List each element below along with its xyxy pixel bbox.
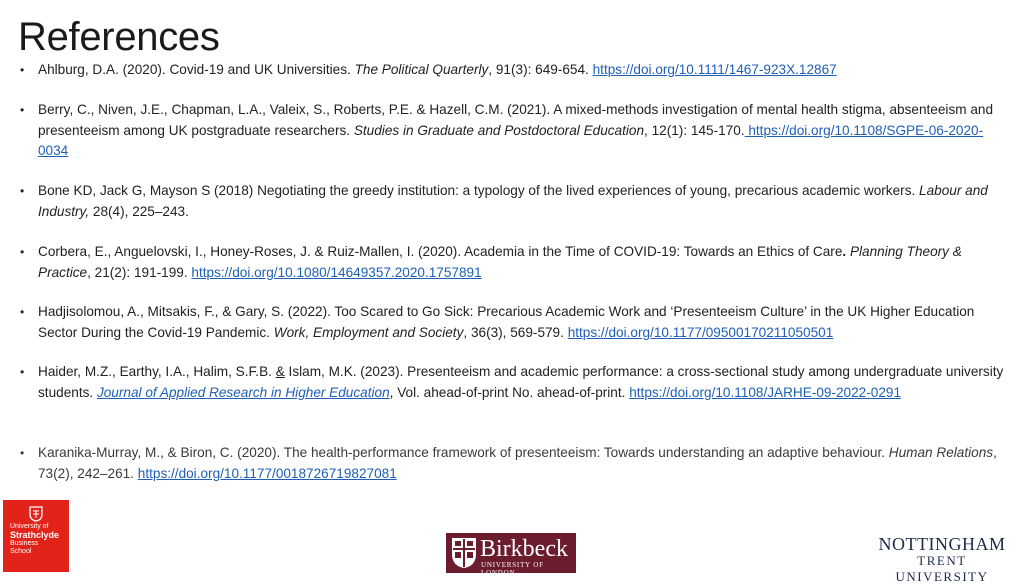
journal-title: Studies in Graduate and Postdoctoral Education [353, 122, 645, 138]
crest-icon [28, 506, 44, 522]
journal-link[interactable]: Journal of Applied Research in Higher Education [96, 384, 390, 400]
ntu-logo: NOTTINGHAM TRENT UNIVERSITY [878, 534, 1006, 584]
shield-icon [451, 537, 477, 569]
bullet-icon: • [20, 305, 25, 319]
reference-item: • Karanika-Murray, M., & Biron, C. (2020). The health-performance framework of presenteeism: Towards understanding an adaptive behaviour. Human Relations, 73(2), 242–261. https://doi.org/10.1177/0018726719827081 [20, 445, 997, 481]
reference-item: • Haider, M.Z., Earthy, I.A., Halim, S.F.B. & Islam, M.K. (2023). Presenteeism and academic performance: a cross-sectional study among undergraduate university students. Journal of Applied Research in Higher Education, Vol. ahead-of-print No. ahead-of-print. https://doi.org/10.1108/JARHE-09-2022-0291 [20, 364, 1004, 400]
reference-item: • Bone KD, Jack G, Mayson S (2018) Negotiating the greedy institution: a typology of the lived experiences of young, precarious academic workers. Labour and Industry, 28(4), 225–243. [20, 183, 988, 219]
doi-link[interactable]: https://doi.org/10.1108/SGPE-06-2020-0034 [38, 122, 984, 158]
strathclyde-logo: University of Strathclyde Business School [3, 500, 69, 572]
reference-item: • Berry, C., Niven, J.E., Chapman, L.A., Valeix, S., Roberts, P.E. & Hazell, C.M. (2021). A mixed-methods investigation of mental health stigma, absenteeism and presenteeism among UK postgraduate researchers. Studies in Graduate and Postdoctoral Education, 12(1): 145-170. https://doi.org/10.1108/SGPE-06-2020-0034 [20, 102, 994, 158]
doi-link[interactable]: https://doi.org/10.1080/14649357.2020.1757891 [191, 264, 482, 280]
bullet-icon: • [20, 103, 25, 117]
bullet-icon: • [20, 63, 25, 77]
bullet-icon: • [20, 365, 25, 379]
reference-item: • Corbera, E., Anguelovski, I., Honey-Roses, J. & Ruiz-Mallen, I. (2020). Academia in the Time of COVID-19: Towards an Ethics of Care. Planning Theory & Practice, 21(2): 191-199. https://doi.org/10.1080/14649357.2020.1757891 [20, 244, 962, 280]
journal-title: Human Relations [888, 445, 994, 460]
page-title: References [18, 15, 220, 59]
bullet-icon: • [20, 245, 25, 259]
reference-item: • Hadjisolomou, A., Mitsakis, F., & Gary, S. (2022). Too Scared to Go Sick: Precarious Academic Work and ‘Presenteeism Culture’ in the UK Higher Education Sector During the Covid-19 Pandemic. Work, Employment and Society, 36(3), 569-579. https://doi.org/10.1177/09500170211050501 [20, 304, 975, 340]
reference-item: • Ahlburg, D.A. (2020). Covid-19 and UK Universities. The Political Quarterly, 91(3): 649-654. https://doi.org/10.1111/1467-923X.12867 [18, 60, 837, 81]
doi-link[interactable]: https://doi.org/10.1177/0018726719827081 [137, 465, 397, 481]
journal-title: Labour and Industry, [38, 183, 988, 219]
doi-link[interactable]: https://doi.org/10.1108/JARHE-09-2022-0291 [629, 384, 901, 400]
birkbeck-logo: Birkbeck UNIVERSITY OF LONDON [446, 533, 576, 573]
doi-link[interactable]: https://doi.org/10.1111/1467-923X.12867 [592, 62, 837, 77]
doi-link[interactable]: https://doi.org/10.1177/09500170211050501 [567, 324, 834, 340]
journal-title: Work, Employment and Society [273, 324, 464, 340]
bullet-icon: • [20, 446, 25, 460]
bullet-icon: • [20, 184, 25, 198]
journal-title: The Political Quarterly [354, 62, 489, 77]
journal-title: Planning Theory & Practice [38, 244, 962, 280]
